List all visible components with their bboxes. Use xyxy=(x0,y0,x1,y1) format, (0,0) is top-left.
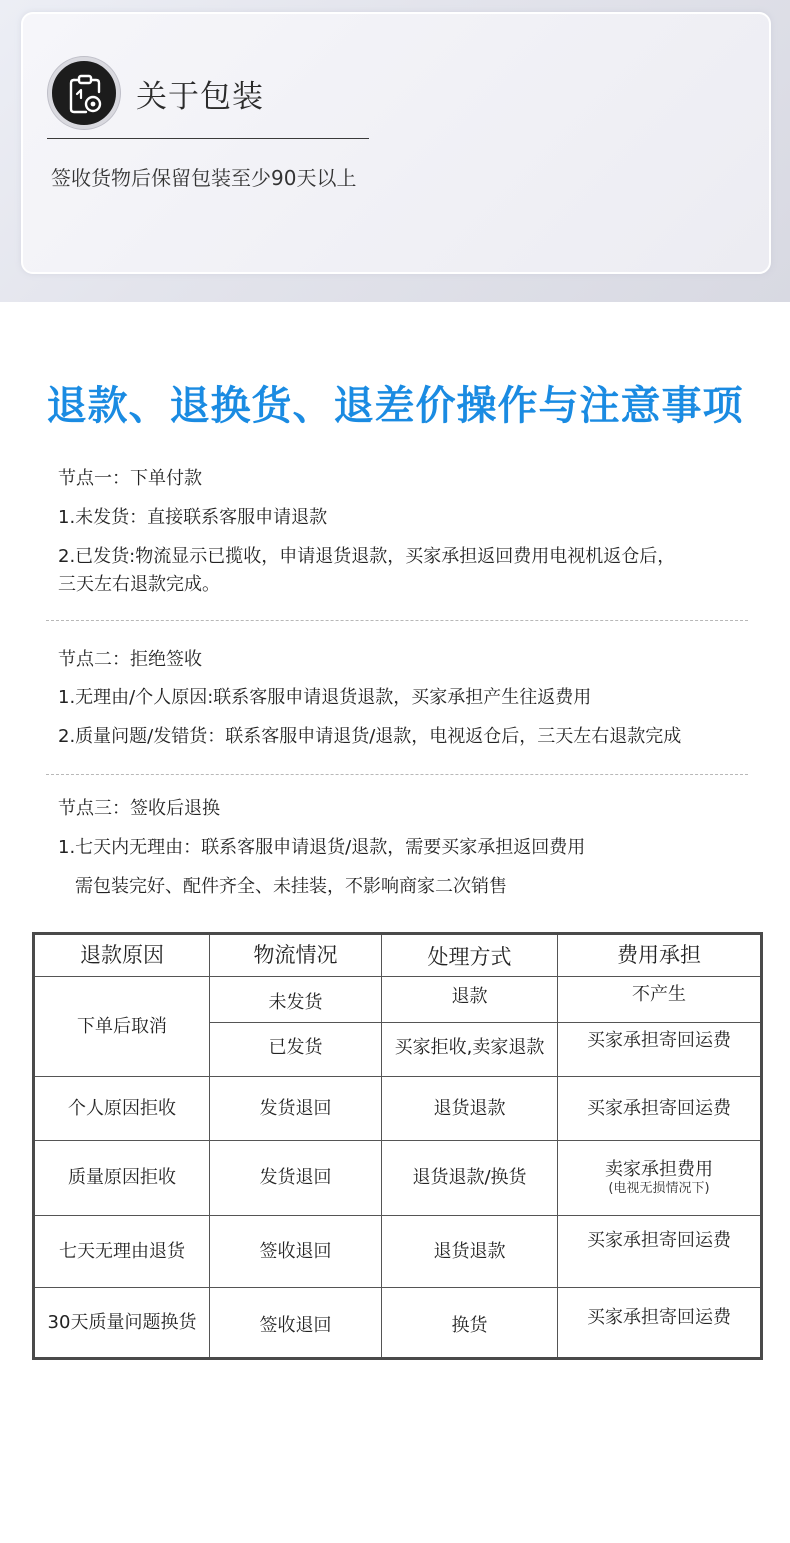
table-cell-handling: 退款 xyxy=(451,986,488,1008)
table-cell-reason: 七天无理由退货 xyxy=(59,1240,185,1262)
table-cell-logistics: 签收退回 xyxy=(259,1314,332,1336)
table-header: 处理方式 xyxy=(427,944,512,969)
clipboard-settings-icon xyxy=(48,57,120,129)
node-1-title: 节点一：下单付款 xyxy=(58,468,202,489)
table-cell-logistics: 未发货 xyxy=(268,992,323,1014)
packaging-banner xyxy=(0,0,790,302)
table-cell-logistics: 已发货 xyxy=(268,1037,323,1059)
page-title: 退款、退换货、退差价操作与注意事项 xyxy=(46,383,744,429)
divider xyxy=(46,620,748,621)
table-cell-reason: 30天质量问题换货 xyxy=(47,1311,197,1333)
divider xyxy=(47,138,369,139)
packaging-title: 关于包装 xyxy=(136,79,264,115)
node-3-line: 1.七天内无理由：联系客服申请退货/退款，需要买家承担返回费用 xyxy=(58,837,586,858)
node-1-line: 三天左右退款完成。 xyxy=(58,574,220,595)
table-cell-cost xyxy=(558,1141,760,1215)
node-1-line: 1.未发货：直接联系客服申请退款 xyxy=(58,507,328,528)
node-2-line: 2.质量问题/发错货：联系客服申请退货/退款，电视返仓后，三天左右退款完成 xyxy=(58,726,682,747)
divider xyxy=(46,774,748,775)
packaging-description: 签收货物后保留包装至少90天以上 xyxy=(51,166,357,190)
table-header: 物流情况 xyxy=(253,942,338,967)
table-header: 退款原因 xyxy=(80,942,164,967)
table-cell-cost: 买家承担寄回运费 xyxy=(587,1030,731,1052)
table-cell-cost: 买家承担寄回运费 xyxy=(587,1306,731,1328)
table-cell-handling: 退货退款 xyxy=(433,1097,506,1119)
table-cell-logistics: 发货退回 xyxy=(259,1097,332,1119)
node-2-line: 1.无理由/个人原因:联系客服申请退货退款，买家承担产生往返费用 xyxy=(58,687,592,708)
table-cell-logistics: 签收退回 xyxy=(259,1240,332,1262)
node-2-title: 节点二：拒绝签收 xyxy=(58,649,202,670)
cost-note: (电视无损情况下) xyxy=(608,1181,710,1197)
node-3-title: 节点三：签收后退换 xyxy=(58,798,220,819)
table-cell-cost: 买家承担寄回运费 xyxy=(587,1097,731,1119)
node-1-line: 2.已发货:物流显示已揽收，申请退货退款，买家承担返回费用电视机返仓后， xyxy=(58,546,676,567)
table-cell-reason: 质量原因拒收 xyxy=(68,1167,176,1189)
table-cell-logistics: 发货退回 xyxy=(259,1167,332,1189)
table-cell-handling: 退货退款 xyxy=(433,1240,506,1262)
table-cell-cost: 不产生 xyxy=(632,984,686,1006)
table-cell-handling: 买家拒收,卖家退款 xyxy=(394,1037,545,1059)
table-cell-handling: 退货退款/换货 xyxy=(412,1167,527,1189)
table-cell-cost: 买家承担寄回运费 xyxy=(587,1229,731,1251)
table-cell-reason: 个人原因拒收 xyxy=(68,1097,176,1119)
table-cell-handling: 换货 xyxy=(451,1314,488,1336)
packaging-card xyxy=(21,12,771,274)
refund-table xyxy=(32,932,763,1360)
node-3-line: 需包装完好、配件齐全、未挂装，不影响商家二次销售 xyxy=(75,876,507,897)
cost-text: 卖家承担费用 xyxy=(605,1158,713,1180)
table-header: 费用承担 xyxy=(617,942,701,967)
table-cell-reason: 下单后取消 xyxy=(77,1015,167,1037)
